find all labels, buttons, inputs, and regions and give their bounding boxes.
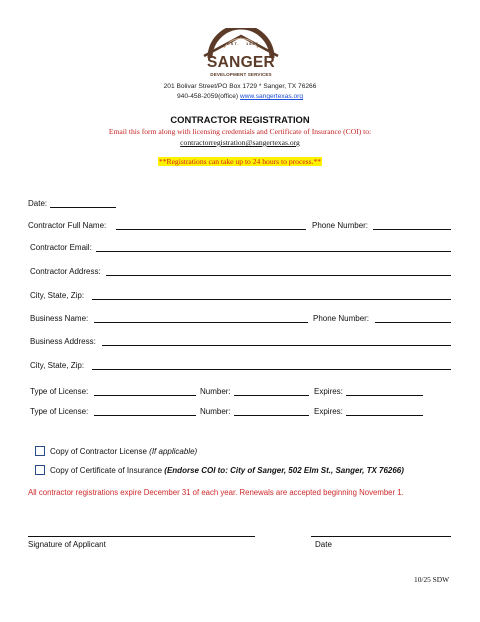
- contractor-license-text: Copy of Contractor License: [50, 447, 147, 456]
- logo-subtitle: DEVELOPMENT SERVICES: [210, 72, 272, 77]
- logo-name: SANGER: [206, 54, 276, 71]
- license-type-field-1[interactable]: [94, 395, 196, 396]
- insurance-certificate-note: (Endorse COI to: City of Sanger, 502 Elm St., Sanger, TX 76266): [164, 466, 404, 475]
- license-type-label-2: Type of License:: [30, 407, 89, 416]
- contractor-email-field[interactable]: [96, 251, 451, 252]
- license-expires-label-1: Expires:: [314, 387, 343, 396]
- signature-date-field[interactable]: [311, 536, 451, 537]
- business-address-label: Business Address:: [30, 337, 96, 346]
- processing-notice: [0, 154, 480, 167]
- phone-number-label-2: Phone Number:: [313, 314, 370, 323]
- city-state-zip-field-1[interactable]: [92, 299, 451, 300]
- license-type-label-1: Type of License:: [30, 387, 89, 396]
- signature-date-label: Date: [315, 540, 332, 549]
- expiration-notice: All contractor registrations expire December 31 of each year. Renewals are accepted beginning November 1.: [28, 488, 404, 497]
- business-address-field[interactable]: [102, 345, 451, 346]
- contractor-license-label: [50, 447, 197, 457]
- city-state-zip-label-2: City, State, Zip:: [30, 361, 85, 370]
- address-line: 201 Bolivar Street/PO Box 1729 * Sanger, TX 76266: [163, 83, 317, 90]
- registration-email: [0, 138, 480, 148]
- insurance-certificate-label: [50, 466, 404, 476]
- city-state-zip-label-1: City, State, Zip:: [30, 291, 85, 300]
- contractor-license-checkbox[interactable]: [35, 446, 45, 456]
- license-expires-label-2: Expires:: [314, 407, 343, 416]
- signature-label: Signature of Applicant: [28, 540, 106, 549]
- contractor-email-label: Contractor Email:: [30, 243, 92, 252]
- license-expires-field-1[interactable]: [346, 395, 423, 396]
- office-phone: 940-458-2059(office): [177, 93, 239, 100]
- sanger-logo: [196, 28, 286, 80]
- contractor-license-note: (If applicable): [149, 447, 198, 456]
- contractor-address-label: Contractor Address:: [30, 267, 101, 276]
- contact-line: [0, 92, 480, 101]
- logo-year: 1886: [246, 41, 259, 46]
- contractor-address-field[interactable]: [106, 275, 451, 276]
- contractor-name-field[interactable]: [116, 229, 306, 230]
- date-label: Date:: [28, 199, 48, 208]
- business-name-label: Business Name:: [30, 314, 89, 323]
- business-name-field[interactable]: [94, 322, 308, 323]
- phone-number-field-2[interactable]: [375, 322, 451, 323]
- license-type-field-2[interactable]: [94, 415, 196, 416]
- logo-est: EST.: [227, 41, 240, 46]
- applicant-signature-field[interactable]: [28, 536, 255, 537]
- phone-number-field-1[interactable]: [373, 229, 451, 230]
- contractor-name-label: Contractor Full Name:: [28, 221, 107, 230]
- website-link[interactable]: www.sangertexas.org: [239, 93, 303, 100]
- processing-notice-text: **Registrations can take up to 24 hours to process.**: [158, 157, 322, 166]
- insurance-certificate-checkbox[interactable]: [35, 465, 45, 475]
- license-number-label-2: Number:: [200, 407, 231, 416]
- license-expires-field-2[interactable]: [346, 415, 423, 416]
- city-state-zip-field-2[interactable]: [92, 369, 451, 370]
- form-revision: 10/25 SDW: [414, 575, 450, 584]
- instructions-text: Email this form along with licensing credentials and Certificate of Insurance (COI) to:: [108, 127, 372, 136]
- license-number-field-2[interactable]: [234, 415, 309, 416]
- license-number-label-1: Number:: [200, 387, 231, 396]
- page-title: CONTRACTOR REGISTRATION: [170, 114, 310, 125]
- date-field[interactable]: [50, 207, 116, 208]
- phone-number-label-1: Phone Number:: [312, 221, 369, 230]
- email-link[interactable]: contractorregistration@sangertexas.org: [180, 138, 300, 147]
- insurance-certificate-text: Copy of Certificate of Insurance: [50, 466, 163, 475]
- license-number-field-1[interactable]: [234, 395, 309, 396]
